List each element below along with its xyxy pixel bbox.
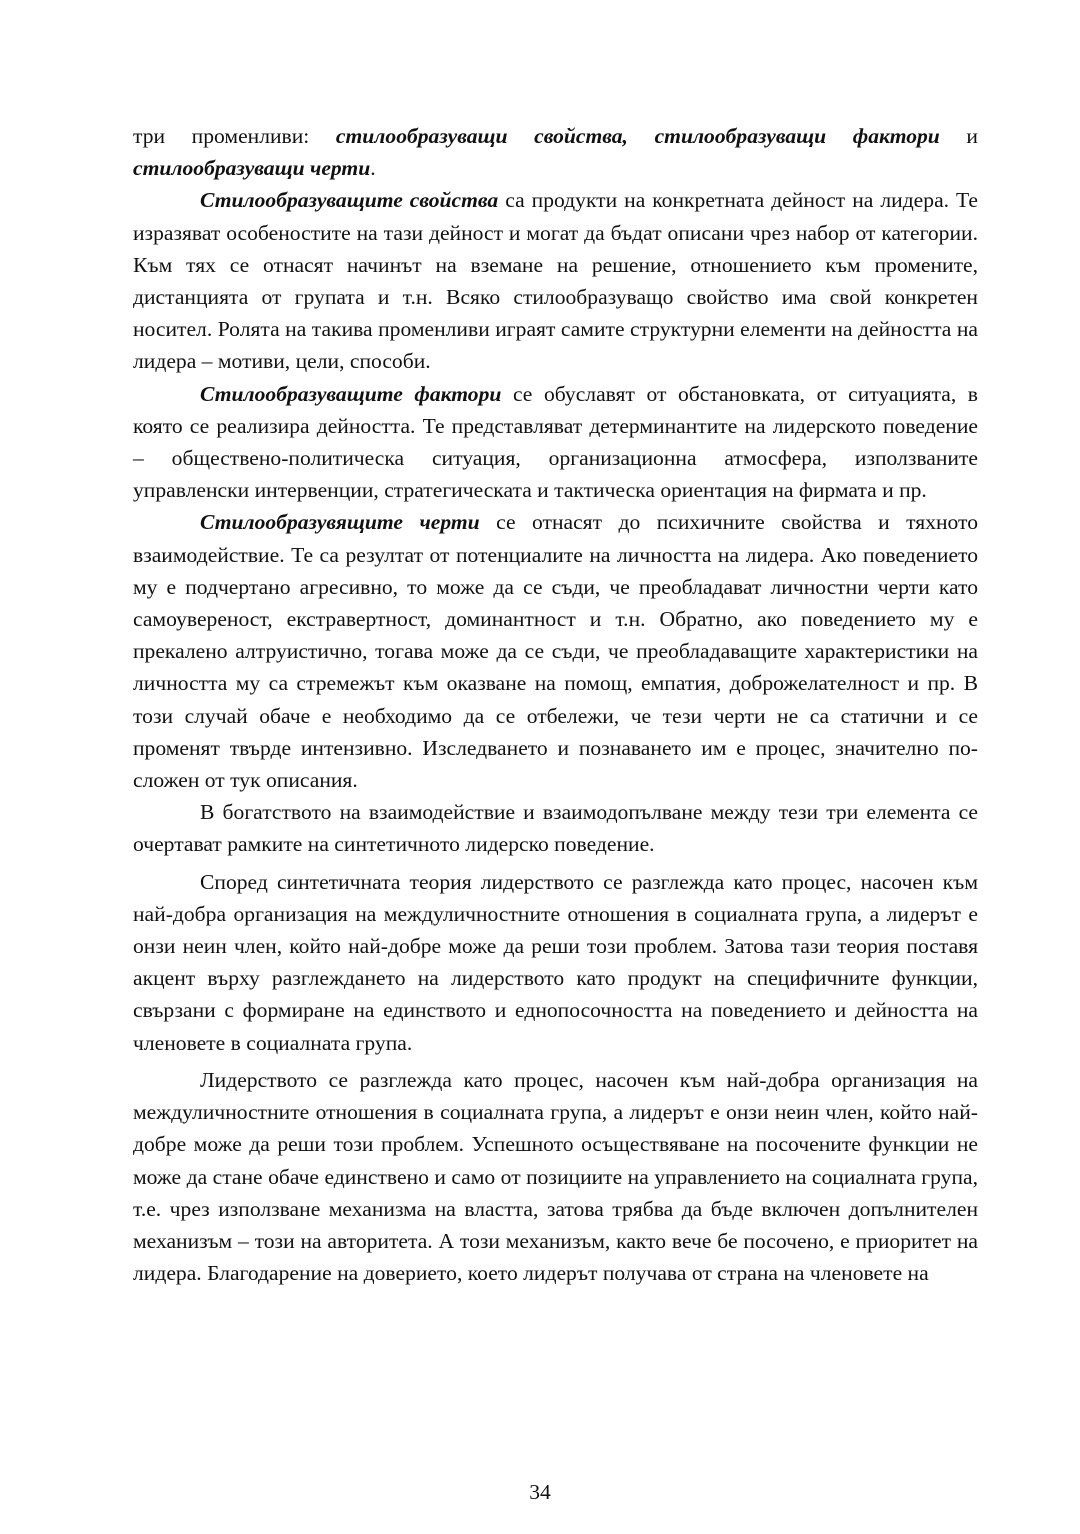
- paragraph-1-emphasis-1: стилообразуващи свойства, стилообразуващи фактори: [335, 124, 940, 148]
- paragraph-2-body: са продукти на конкретната дейност на лидера. Те изразяват особеностите на тази дейност и могат да бъдат описани чрез набор от категории. Към тях се отнасят начинът на вземане на решение, отношението към промените, дистанцията от групата и т.н. Всяко стилообразуващо свойство има свой конкретен носител. Ролята на такива променливи играят самите структурни елементи на дейността на лидера – мотиви, цели, способи.: [133, 188, 978, 374]
- paragraph-1-conjunction: и: [939, 124, 978, 148]
- paragraph-3-term: Стилообразуващите фактори: [200, 381, 502, 406]
- paragraph-7: Лидерството се разглежда като процес, насочен към най-добра организация на междуличностните отношения в социалната група, а лидерът е онзи неин член, който най-добре може да реши този проблем. Успешното осъществяване на посочените функции не може да стане обаче единствено и само от позициите на управлението на социалната група, т.е. чрез използване механизма на властта, затова трябва да бъде включен допълнителен механизъм – този на авторитета. А този механизъм, както вече бе посочено, е приоритет на лидера. Благодарение на доверието, което лидерът получава от страна на членовете на: [133, 1067, 978, 1286]
- paragraph-1-end: .: [370, 156, 376, 181]
- paragraph-3: [133, 378, 978, 507]
- paragraph-4-term: Стилообразувящите черти: [200, 510, 480, 535]
- document-page: [133, 120, 978, 1289]
- paragraph-5: В богатството на взаимодействие и взаимодопълване между тези три елемента се очертават рамките на синтетичното лидерско поведение.: [133, 800, 978, 857]
- page-number: 34: [529, 1480, 551, 1504]
- paragraph-6: Според синтетичната теория лидерството се разглежда като процес, насочен към най-добра организация на междуличностните отношения в социалната група, а лидерът е онзи неин член, който най-добре може да реши този проблем. Затова тази теория поставя акцент върху разглеждането на лидерството като продукт на специфичните функции, свързани с формиране на единството и еднопосочността на поведението и дейността на членовете в социалната група.: [133, 869, 978, 1055]
- paragraph-2: [133, 184, 978, 377]
- paragraph-1: [133, 120, 978, 184]
- paragraph-1-emphasis-2: стилообразуващи черти: [133, 156, 371, 181]
- paragraph-4-body: се отнасят до психичните свойства и тяхното взаимодействие. Те са резултат от потенциалите на личността на лидера. Ако поведението му е подчертано агресивно, то може да се съди, че преобладават личностни черти като самоувереност, екстравертност, доминантност и т.н. Обратно, ако поведението му е прекалено алтруистично, тогава може да се съди, че преобладаващите характеристики на личността му са стремежът към оказване на помощ, емпатия, доброжелателност и пр. В този случай обаче е необходимо да се отбележи, че тези черти не са статични и се променят твърде интензивно. Изследването и познаването им е процес, значително по-сложен от тук описания.: [133, 510, 979, 793]
- paragraph-2-term: Стилообразуващите свойства: [200, 188, 499, 213]
- paragraph-4: [133, 506, 978, 796]
- paragraph-3-body: се обуславят от обстановката, от ситуацията, в която се реализира дейността. Те представляват детерминантите на лидерското поведение – обществено-политическа ситуация, организационна атмосфера, използваните управленски интервенции, стратегическата и тактическа ориентация на фирмата и пр.: [133, 381, 978, 503]
- paragraph-1-intro: три променливи:: [133, 124, 336, 148]
